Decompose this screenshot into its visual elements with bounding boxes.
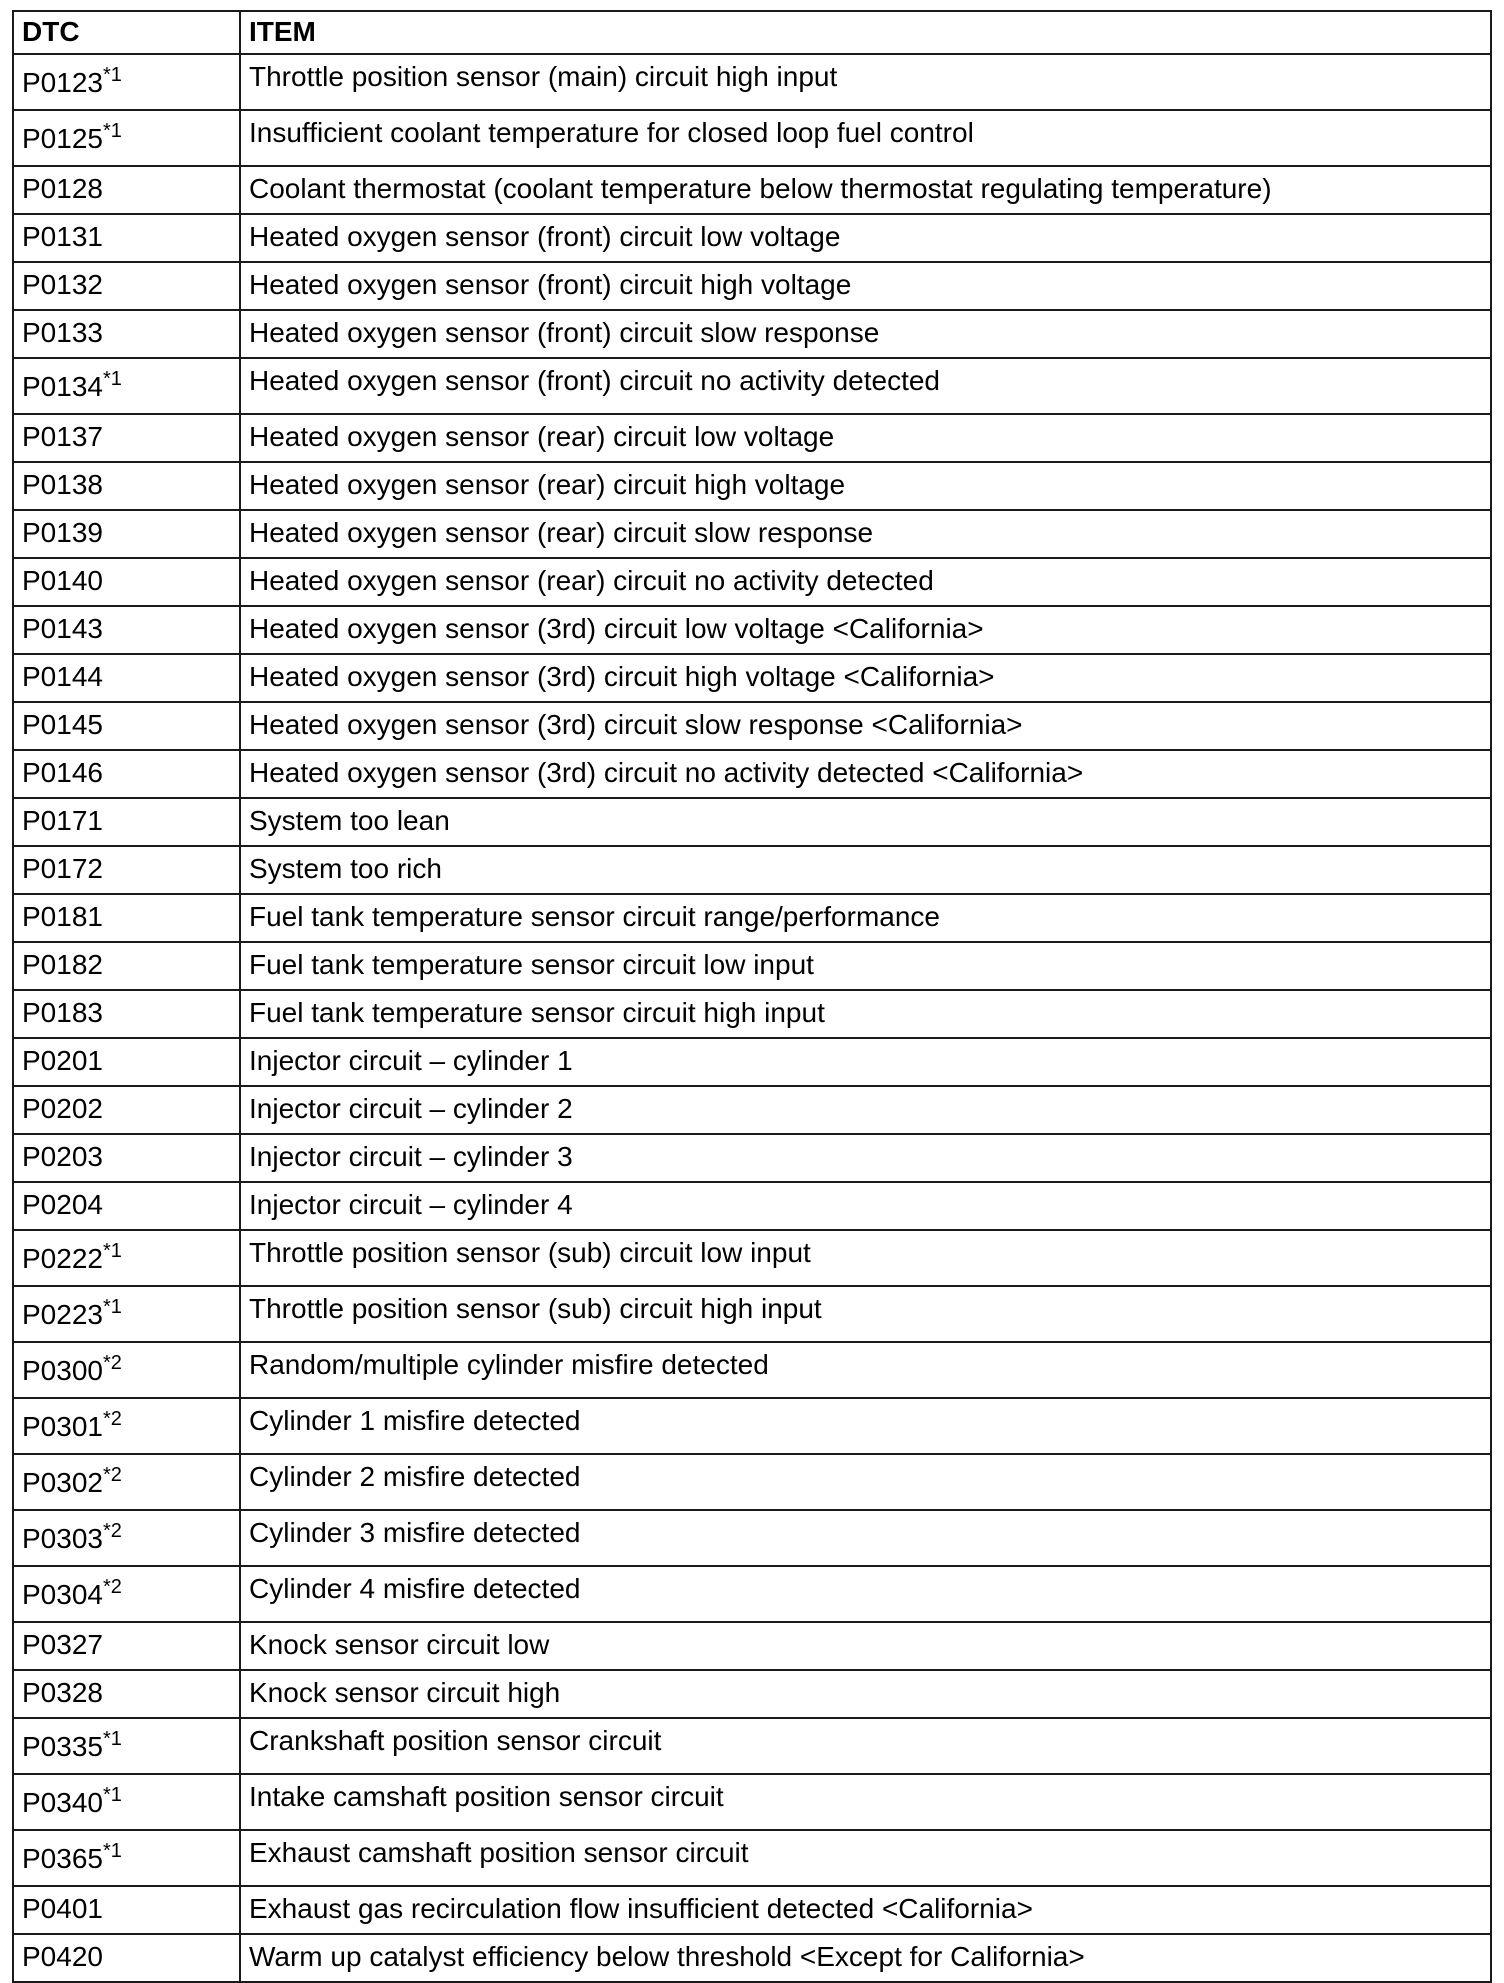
dtc-item-description: Cylinder 1 misfire detected	[240, 1398, 1491, 1454]
table-row	[13, 1134, 1491, 1182]
dtc-code: P0301	[22, 1411, 103, 1442]
dtc-item-description: Random/multiple cylinder misfire detected	[240, 1342, 1491, 1398]
dtc-code-cell	[13, 1454, 240, 1510]
table-row	[13, 414, 1491, 462]
dtc-footnote-marker: *1	[102, 1840, 122, 1862]
dtc-code: P0144	[22, 661, 103, 692]
dtc-code-cell	[13, 1670, 240, 1718]
dtc-code-cell	[13, 558, 240, 606]
dtc-code-cell	[13, 750, 240, 798]
dtc-item-description: Heated oxygen sensor (3rd) circuit low voltage <California>	[240, 606, 1491, 654]
table-row	[13, 1510, 1491, 1566]
table-row	[13, 798, 1491, 846]
dtc-code-cell	[13, 1510, 240, 1566]
dtc-code-cell	[13, 54, 240, 110]
table-row	[13, 214, 1491, 262]
table-row	[13, 990, 1491, 1038]
table-row	[13, 1454, 1491, 1510]
dtc-code: P0172	[22, 853, 103, 884]
dtc-item-description: Knock sensor circuit low	[240, 1622, 1491, 1670]
dtc-code: P0139	[22, 517, 103, 548]
dtc-code-cell	[13, 942, 240, 990]
dtc-code: P0300	[22, 1355, 103, 1386]
table-row	[13, 1774, 1491, 1830]
dtc-item-description: Throttle position sensor (main) circuit high input	[240, 54, 1491, 110]
dtc-table	[12, 10, 1492, 1983]
dtc-code-cell	[13, 1830, 240, 1886]
dtc-item-description: Injector circuit – cylinder 1	[240, 1038, 1491, 1086]
dtc-item-description: Heated oxygen sensor (rear) circuit high voltage	[240, 462, 1491, 510]
dtc-code-cell	[13, 1230, 240, 1286]
dtc-item-description: Fuel tank temperature sensor circuit low input	[240, 942, 1491, 990]
dtc-code: P0143	[22, 613, 103, 644]
dtc-code: P0340	[22, 1787, 103, 1818]
table-row	[13, 702, 1491, 750]
dtc-item-description: Intake camshaft position sensor circuit	[240, 1774, 1491, 1830]
dtc-code: P0146	[22, 757, 103, 788]
dtc-code-cell	[13, 798, 240, 846]
dtc-code: P0204	[22, 1189, 103, 1220]
dtc-code: P0335	[22, 1731, 103, 1762]
dtc-code-cell	[13, 606, 240, 654]
dtc-code-cell	[13, 702, 240, 750]
dtc-code-cell	[13, 1086, 240, 1134]
dtc-code: P0181	[22, 901, 103, 932]
dtc-code-cell	[13, 214, 240, 262]
dtc-code-cell	[13, 462, 240, 510]
dtc-code-cell	[13, 166, 240, 214]
dtc-item-description: Throttle position sensor (sub) circuit high input	[240, 1286, 1491, 1342]
dtc-item-description: Heated oxygen sensor (3rd) circuit high voltage <California>	[240, 654, 1491, 702]
table-row	[13, 358, 1491, 414]
table-row	[13, 1718, 1491, 1774]
dtc-footnote-marker: *1	[102, 1240, 122, 1262]
dtc-code-cell	[13, 1718, 240, 1774]
dtc-footnote-marker: *1	[102, 368, 122, 390]
dtc-item-description: Exhaust gas recirculation flow insufficient detected <California>	[240, 1886, 1491, 1934]
dtc-item-description: Exhaust camshaft position sensor circuit	[240, 1830, 1491, 1886]
table-row	[13, 1182, 1491, 1230]
dtc-code: P0222	[22, 1243, 103, 1274]
dtc-item-description: System too lean	[240, 798, 1491, 846]
dtc-item-description: Knock sensor circuit high	[240, 1670, 1491, 1718]
dtc-code-cell	[13, 846, 240, 894]
dtc-document	[12, 10, 1490, 1983]
dtc-code: P0304	[22, 1579, 103, 1610]
dtc-code: P0202	[22, 1093, 103, 1124]
dtc-item-description: Heated oxygen sensor (rear) circuit no activity detected	[240, 558, 1491, 606]
dtc-item-description: Insufficient coolant temperature for closed loop fuel control	[240, 110, 1491, 166]
table-row	[13, 262, 1491, 310]
dtc-code: P0123	[22, 67, 103, 98]
dtc-code: P0140	[22, 565, 103, 596]
dtc-code-cell	[13, 1286, 240, 1342]
dtc-code: P0303	[22, 1523, 103, 1554]
table-row	[13, 894, 1491, 942]
dtc-code: P0327	[22, 1629, 103, 1660]
dtc-code: P0302	[22, 1467, 103, 1498]
table-row	[13, 166, 1491, 214]
table-row	[13, 110, 1491, 166]
dtc-code: P0131	[22, 221, 103, 252]
table-row	[13, 1934, 1491, 1982]
table-row	[13, 1038, 1491, 1086]
dtc-code: P0223	[22, 1299, 103, 1330]
dtc-footnote-marker: *2	[102, 1520, 122, 1542]
dtc-item-description: Heated oxygen sensor (front) circuit high voltage	[240, 262, 1491, 310]
dtc-footnote-marker: *1	[102, 120, 122, 142]
table-row	[13, 654, 1491, 702]
dtc-footnote-marker: *2	[102, 1464, 122, 1486]
table-row	[13, 1230, 1491, 1286]
dtc-item-description: Cylinder 4 misfire detected	[240, 1566, 1491, 1622]
dtc-code-cell	[13, 510, 240, 558]
dtc-code-cell	[13, 1886, 240, 1934]
dtc-item-description: Heated oxygen sensor (front) circuit slow response	[240, 310, 1491, 358]
dtc-item-description: Coolant thermostat (coolant temperature below thermostat regulating temperature)	[240, 166, 1491, 214]
dtc-code-cell	[13, 1934, 240, 1982]
dtc-item-description: Heated oxygen sensor (front) circuit low voltage	[240, 214, 1491, 262]
dtc-code-cell	[13, 414, 240, 462]
dtc-code: P0133	[22, 317, 103, 348]
dtc-footnote-marker: *2	[102, 1408, 122, 1430]
dtc-code: P0125	[22, 123, 103, 154]
table-row	[13, 1086, 1491, 1134]
table-row	[13, 750, 1491, 798]
dtc-code-cell	[13, 358, 240, 414]
dtc-item-description: Warm up catalyst efficiency below threshold <Except for California>	[240, 1934, 1491, 1982]
dtc-code: P0134	[22, 371, 103, 402]
dtc-footnote-marker: *1	[102, 1296, 122, 1318]
dtc-item-description: Fuel tank temperature sensor circuit range/performance	[240, 894, 1491, 942]
dtc-code-cell	[13, 1566, 240, 1622]
header-item: ITEM	[240, 11, 1491, 54]
dtc-code-cell	[13, 1342, 240, 1398]
table-row	[13, 1566, 1491, 1622]
dtc-code-cell	[13, 1182, 240, 1230]
table-row	[13, 942, 1491, 990]
dtc-code: P0137	[22, 421, 103, 452]
dtc-item-description: Heated oxygen sensor (rear) circuit low voltage	[240, 414, 1491, 462]
dtc-code-cell	[13, 1622, 240, 1670]
dtc-item-description: Heated oxygen sensor (front) circuit no activity detected	[240, 358, 1491, 414]
dtc-code: P0183	[22, 997, 103, 1028]
dtc-code: P0145	[22, 709, 103, 740]
dtc-code-cell	[13, 894, 240, 942]
table-row	[13, 846, 1491, 894]
dtc-code: P0420	[22, 1941, 103, 1972]
dtc-table-body	[13, 54, 1491, 1982]
table-row	[13, 1670, 1491, 1718]
dtc-item-description: System too rich	[240, 846, 1491, 894]
table-header-row	[13, 11, 1491, 54]
table-row	[13, 1886, 1491, 1934]
dtc-code-cell	[13, 110, 240, 166]
dtc-item-description: Injector circuit – cylinder 4	[240, 1182, 1491, 1230]
table-row	[13, 54, 1491, 110]
dtc-item-description: Cylinder 2 misfire detected	[240, 1454, 1491, 1510]
dtc-code: P0132	[22, 269, 103, 300]
table-row	[13, 1398, 1491, 1454]
dtc-code: P0201	[22, 1045, 103, 1076]
dtc-item-description: Heated oxygen sensor (rear) circuit slow response	[240, 510, 1491, 558]
dtc-code: P0401	[22, 1893, 103, 1924]
table-row	[13, 1622, 1491, 1670]
dtc-code-cell	[13, 310, 240, 358]
header-dtc: DTC	[13, 11, 240, 54]
dtc-item-description: Injector circuit – cylinder 3	[240, 1134, 1491, 1182]
dtc-code-cell	[13, 1398, 240, 1454]
dtc-item-description: Cylinder 3 misfire detected	[240, 1510, 1491, 1566]
dtc-code-cell	[13, 990, 240, 1038]
dtc-item-description: Heated oxygen sensor (3rd) circuit slow response <California>	[240, 702, 1491, 750]
table-row	[13, 558, 1491, 606]
dtc-footnote-marker: *1	[102, 1728, 122, 1750]
dtc-item-description: Fuel tank temperature sensor circuit high input	[240, 990, 1491, 1038]
table-row	[13, 1286, 1491, 1342]
table-row	[13, 510, 1491, 558]
dtc-code: P0203	[22, 1141, 103, 1172]
table-row	[13, 462, 1491, 510]
dtc-item-description: Heated oxygen sensor (3rd) circuit no activity detected <California>	[240, 750, 1491, 798]
dtc-code-cell	[13, 1038, 240, 1086]
dtc-footnote-marker: *2	[102, 1576, 122, 1598]
dtc-code-cell	[13, 262, 240, 310]
dtc-item-description: Throttle position sensor (sub) circuit low input	[240, 1230, 1491, 1286]
dtc-code-cell	[13, 654, 240, 702]
dtc-item-description: Injector circuit – cylinder 2	[240, 1086, 1491, 1134]
dtc-footnote-marker: *2	[102, 1352, 122, 1374]
dtc-footnote-marker: *1	[102, 1784, 122, 1806]
dtc-footnote-marker: *1	[102, 64, 122, 86]
table-row	[13, 1342, 1491, 1398]
dtc-code: P0138	[22, 469, 103, 500]
dtc-code: P0365	[22, 1843, 103, 1874]
table-row	[13, 606, 1491, 654]
dtc-code-cell	[13, 1134, 240, 1182]
dtc-item-description: Crankshaft position sensor circuit	[240, 1718, 1491, 1774]
table-row	[13, 310, 1491, 358]
dtc-code-cell	[13, 1774, 240, 1830]
dtc-code: P0182	[22, 949, 103, 980]
dtc-code: P0171	[22, 805, 103, 836]
dtc-code: P0328	[22, 1677, 103, 1708]
dtc-code: P0128	[22, 173, 103, 204]
table-row	[13, 1830, 1491, 1886]
